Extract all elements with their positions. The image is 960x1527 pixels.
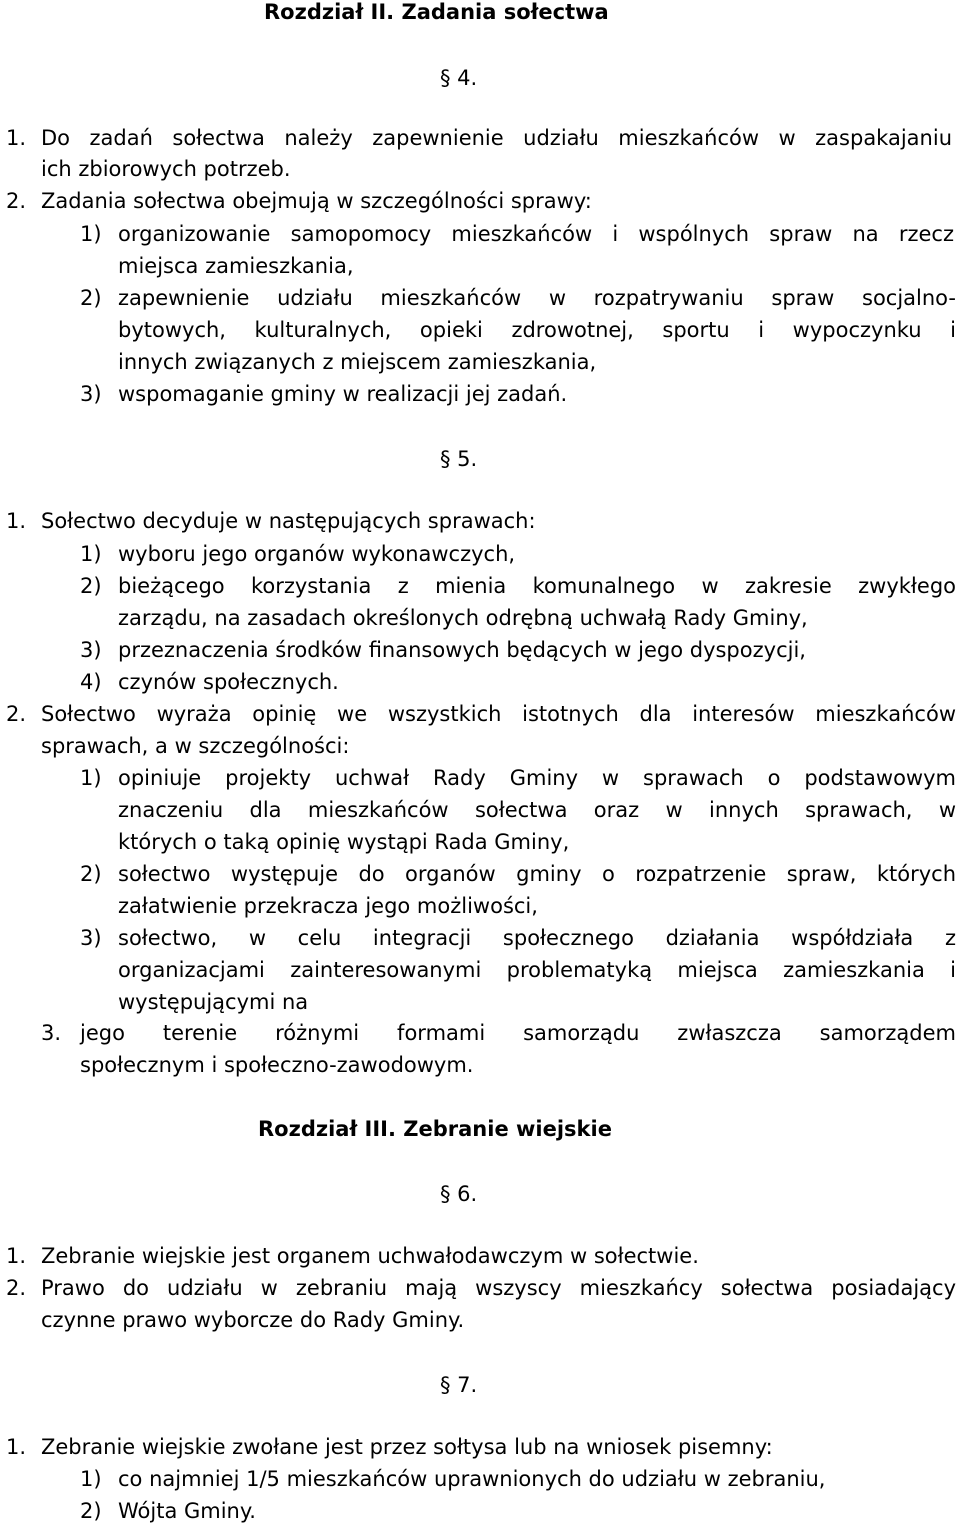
s7-p1-num: 1. — [6, 1435, 27, 1459]
s5-p2-item1-num: 1) — [80, 766, 102, 790]
s5-p2-item3-line3: występującymi na — [118, 990, 309, 1014]
s4-p2-item2-line3: innych związanych z miejscem zamieszkania, — [118, 350, 597, 374]
s4-p2-item2-num: 2) — [80, 286, 102, 310]
s5-p2-item3-line1: sołectwo, w celu integracji społecznego działania współdziała z — [118, 926, 956, 950]
s5-p2-item2-num: 2) — [80, 862, 102, 886]
s5-p1-item4-line1: czynów społecznych. — [118, 670, 339, 694]
s4-p2-item3-num: 3) — [80, 382, 102, 406]
section-4-mark: § 4. — [440, 66, 478, 90]
s5-p1-item4-num: 4) — [80, 670, 102, 694]
s6-p1-line1: Zebranie wiejskie jest organem uchwałodawczym w sołectwie. — [41, 1244, 699, 1268]
s5-p1-line1: Sołectwo decyduje w następujących sprawach: — [41, 509, 536, 533]
s4-p2-line1: Zadania sołectwa obejmują w szczególności sprawy: — [41, 189, 592, 213]
s5-p1-item2-num: 2) — [80, 574, 102, 598]
s5-p2-line1: Sołectwo wyraża opinię we wszystkich istotnych dla interesów mieszkańców — [41, 702, 956, 726]
s6-p1-num: 1. — [6, 1244, 27, 1268]
s7-p1-item2-line1: Wójta Gminy. — [118, 1499, 256, 1523]
s5-p2-line2: sprawach, a w szczególności: — [41, 734, 350, 758]
s5-p2-item2-line2: załatwienie przekracza jego możliwości, — [118, 894, 538, 918]
s4-p2-item1-num: 1) — [80, 222, 102, 246]
s5-p1-num: 1. — [6, 509, 27, 533]
s4-p2-num: 2. — [6, 189, 27, 213]
section-5-mark: § 5. — [440, 447, 478, 471]
s7-p1-line1: Zebranie wiejskie zwołane jest przez sołtysa lub na wniosek pisemny: — [41, 1435, 773, 1459]
s7-p1-item2-num: 2) — [80, 1499, 102, 1523]
s5-p3-line2: społecznym i społeczno-zawodowym. — [80, 1053, 474, 1077]
s5-p2-item2-line1: sołectwo występuje do organów gminy o rozpatrzenie spraw, których — [118, 862, 956, 886]
s6-p2-num: 2. — [6, 1276, 27, 1300]
s4-p1-num: 1. — [6, 126, 27, 150]
s4-p2-item1-line1: organizowanie samopomocy mieszkańców i wspólnych spraw na rzecz — [118, 222, 954, 246]
section-6-mark: § 6. — [440, 1182, 478, 1206]
chapter-2-title: Rozdział II. Zadania sołectwa — [264, 0, 609, 24]
s5-p2-num: 2. — [6, 702, 27, 726]
s5-p1-item2-line1: bieżącego korzystania z mienia komunalnego w zakresie zwykłego — [118, 574, 956, 598]
s5-p1-item1-line1: wyboru jego organów wykonawczych, — [118, 542, 516, 566]
s5-p1-item3-num: 3) — [80, 638, 102, 662]
s4-p2-item2-line2: bytowych, kulturalnych, opieki zdrowotnej, sportu i wypoczynku i — [118, 318, 956, 342]
s4-p2-item2-line1: zapewnienie udziału mieszkańców w rozpatrywaniu spraw socjalno- — [118, 286, 956, 310]
s5-p1-item3-line1: przeznaczenia środków finansowych będących w jego dyspozycji, — [118, 638, 806, 662]
s7-p1-item1-line1: co najmniej 1/5 mieszkańców uprawnionych do udziału w zebraniu, — [118, 1467, 826, 1491]
s5-p2-item1-line1: opiniuje projekty uchwał Rady Gminy w sprawach o podstawowym — [118, 766, 956, 790]
section-7-mark: § 7. — [440, 1373, 478, 1397]
s5-p3-line1: jego terenie różnymi formami samorządu zwłaszcza samorządem — [80, 1021, 956, 1045]
s6-p2-line1: Prawo do udziału w zebraniu mają wszyscy mieszkańcy sołectwa posiadający — [41, 1276, 956, 1300]
chapter-3-title: Rozdział III. Zebranie wiejskie — [258, 1117, 612, 1141]
s4-p2-item3-line1: wspomaganie gminy w realizacji jej zadań. — [118, 382, 568, 406]
s4-p1-line1: Do zadań sołectwa należy zapewnienie udziału mieszkańców w zaspakajaniu — [41, 126, 952, 150]
s5-p1-item2-line2: zarządu, na zasadach określonych odrębną uchwałą Rady Gminy, — [118, 606, 808, 630]
s5-p2-item1-line3: których o taką opinię wystąpi Rada Gminy, — [118, 830, 570, 854]
s5-p2-item1-line2: znaczeniu dla mieszkańców sołectwa oraz w innych sprawach, w — [118, 798, 956, 822]
s7-p1-item1-num: 1) — [80, 1467, 102, 1491]
s4-p2-item1-line2: miejsca zamieszkania, — [118, 254, 354, 278]
s5-p3-num: 3. — [41, 1021, 62, 1045]
s5-p1-item1-num: 1) — [80, 542, 102, 566]
s4-p1-line2: ich zbiorowych potrzeb. — [41, 157, 291, 181]
s5-p2-item3-line2: organizacjami zainteresowanymi problematyką miejsca zamieszkania i — [118, 958, 956, 982]
s5-p2-item3-num: 3) — [80, 926, 102, 950]
s6-p2-line2: czynne prawo wyborcze do Rady Gminy. — [41, 1308, 465, 1332]
